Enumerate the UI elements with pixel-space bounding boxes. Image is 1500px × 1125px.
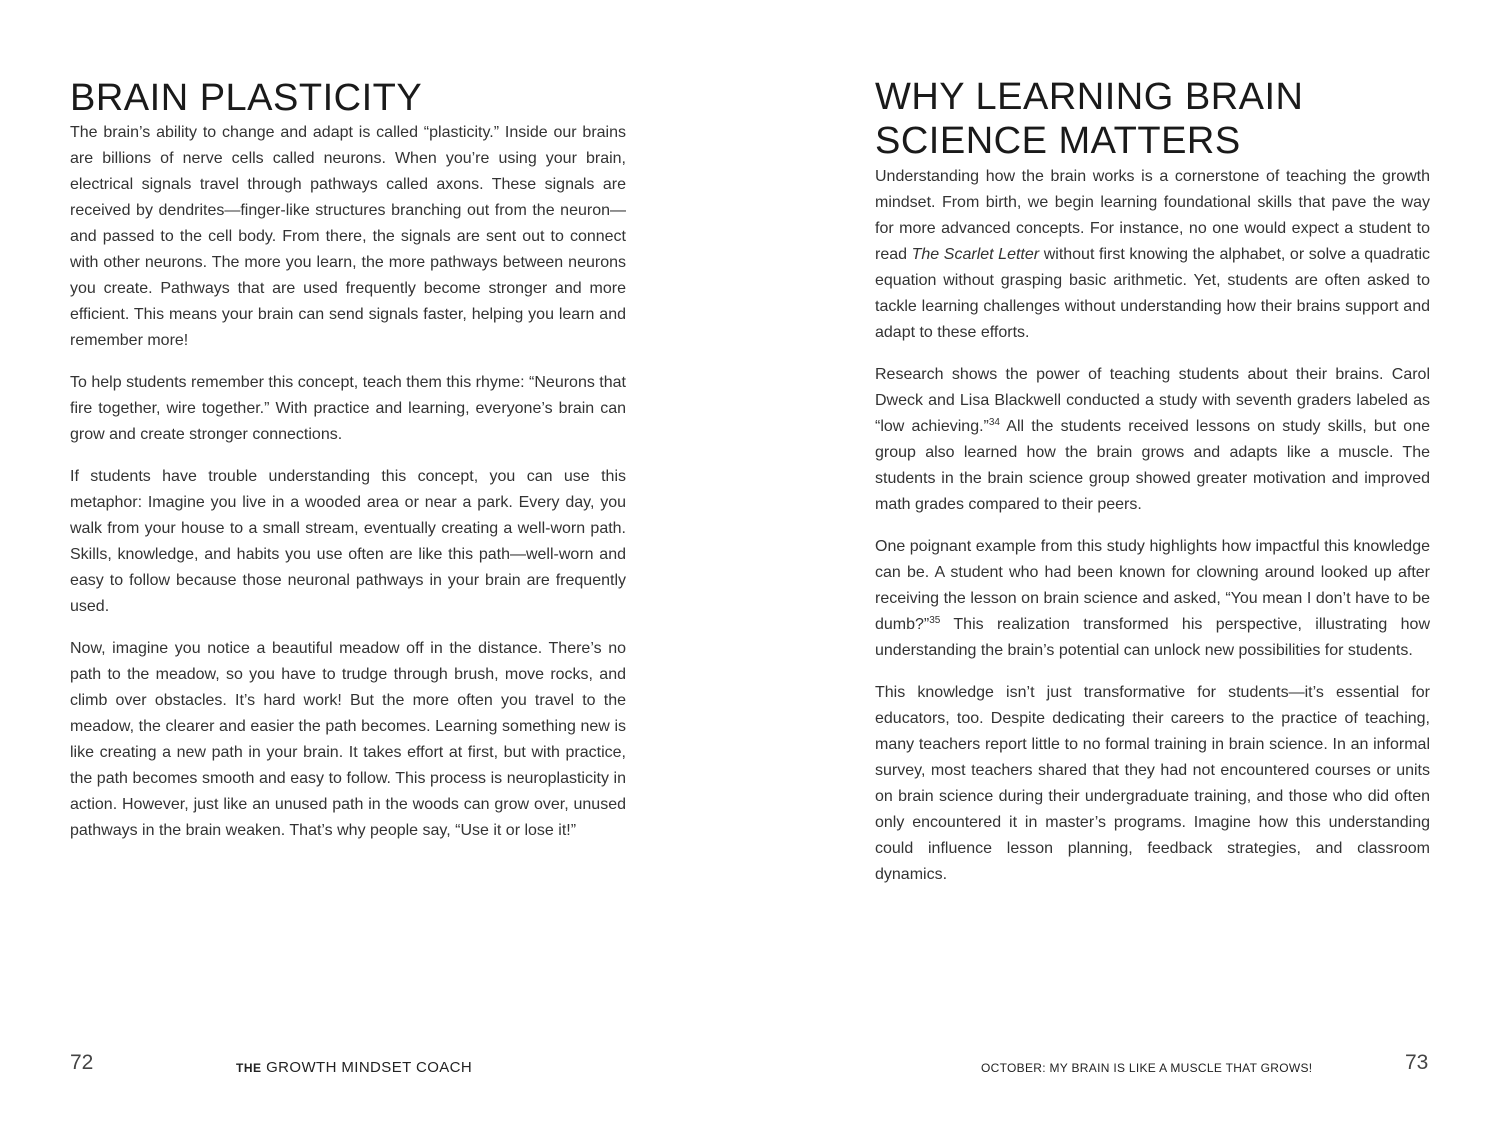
paragraph: [875, 362, 1430, 518]
footnote-ref: 35: [929, 615, 941, 626]
left-page: [70, 0, 626, 1125]
paragraph-text: Research shows the power of teaching students about their brains. Carol Dweck and Lisa Blackwell conducted a study with seventh graders labeled as “low achieving.”: [875, 366, 1430, 435]
footnote-ref: 34: [988, 417, 1000, 428]
paragraph-text: All the students received lessons on study skills, but one group also learned how the brain grows and adapts like a muscle. The students in the brain science group showed greater motivation and improved math grades compared to their peers.: [875, 418, 1431, 513]
running-head-title: GROWTH MINDSET COACH: [266, 1059, 473, 1076]
paragraph-text: without first knowing the alphabet, or solve a quadratic equation without grasping basic arithmetic. Yet, students are often asked to tackle learning challenges without understanding how their brains support and adapt to these efforts.: [875, 246, 1431, 341]
paragraph: [875, 164, 1430, 346]
left-page-heading: BRAIN PLASTICITY: [70, 77, 423, 119]
left-page-number: 72: [70, 1051, 94, 1074]
paragraph: This knowledge isn’t just transformative for students—it’s essential for educators, too. Despite dedicating their careers to the practice of teaching, many teachers report little to no formal training in brain science. In an informal survey, most teachers shared that they had not encountered courses or units on brain science during their undergraduate training, and those who did often only encountered it in master’s programs. Imagine how this understanding could influence lesson planning, feedback strategies, and classroom dynamics.: [875, 684, 1430, 883]
right-running-head: OCTOBER: MY BRAIN IS LIKE A MUSCLE THAT GROWS!: [981, 1061, 1313, 1075]
book-title: The Scarlet Letter: [911, 246, 1040, 263]
paragraph-text: Understanding how the brain works is a cornerstone of teaching the growth mindset. From birth, we begin learning foundational skills that pave the way for more advanced concepts. For instance, no one would expect a student to read: [875, 168, 1430, 263]
left-page-body: [70, 120, 626, 860]
heading-line-2: SCIENCE MATTERS: [875, 120, 1241, 162]
right-page-body: [875, 164, 1430, 904]
paragraph: The brain’s ability to change and adapt is called “plasticity.” Inside our brains are billions of nerve cells called neurons. When you’re using your brain, electrical signals travel through pathways called axons. These signals are received by dendrites—finger-like structures branching out from the neuron—and passed to the cell body. From there, the signals are sent out to connect with other neurons. The more you learn, the more pathways between neurons you create. Pathways that are used frequently become stronger and more efficient. This means your brain can send signals faster, helping you learn and remember more!: [70, 124, 626, 349]
right-page: [875, 0, 1430, 1125]
running-head-the: THE: [236, 1061, 262, 1075]
paragraph-text: This realization transformed his perspective, illustrating how understanding the brain’s potential can unlock new possibilities for students.: [875, 616, 1430, 659]
left-running-head: [236, 1059, 472, 1076]
paragraph: If students have trouble understanding this concept, you can use this metaphor: Imagine you live in a wooded area or near a park. Every day, you walk from your house to a small stream, eventually creating a well-worn path. Skills, knowledge, and habits you use often are like this path—well-worn and easy to follow because those neuronal pathways in your brain are frequently used.: [70, 468, 626, 615]
right-page-heading: [875, 75, 1303, 163]
paragraph: [875, 534, 1430, 664]
right-page-number: 73: [1405, 1051, 1429, 1074]
paragraph-text: One poignant example from this study highlights how impactful this knowledge can be. A student who had been known for clowning around looked up after receiving the lesson on brain science and asked, “You mean I don’t have to be dumb?”: [875, 538, 1430, 633]
heading-line-1: WHY LEARNING BRAIN: [875, 76, 1304, 118]
paragraph: Now, imagine you notice a beautiful meadow off in the distance. There’s no path to the meadow, so you have to trudge through brush, move rocks, and climb over obstacles. It’s hard work! But the more often you travel to the meadow, the clearer and easier the path becomes. Learning something new is like creating a new path in your brain. It takes effort at first, but with practice, the path becomes smooth and easy to follow. This process is neuroplasticity in action. However, just like an unused path in the woods can grow over, unused pathways in the brain weaken. That’s why people say, “Use it or lose it!”: [70, 640, 626, 839]
paragraph: To help students remember this concept, teach them this rhyme: “Neurons that fire together, wire together.” With practice and learning, everyone’s brain can grow and create stronger connections.: [70, 374, 626, 443]
